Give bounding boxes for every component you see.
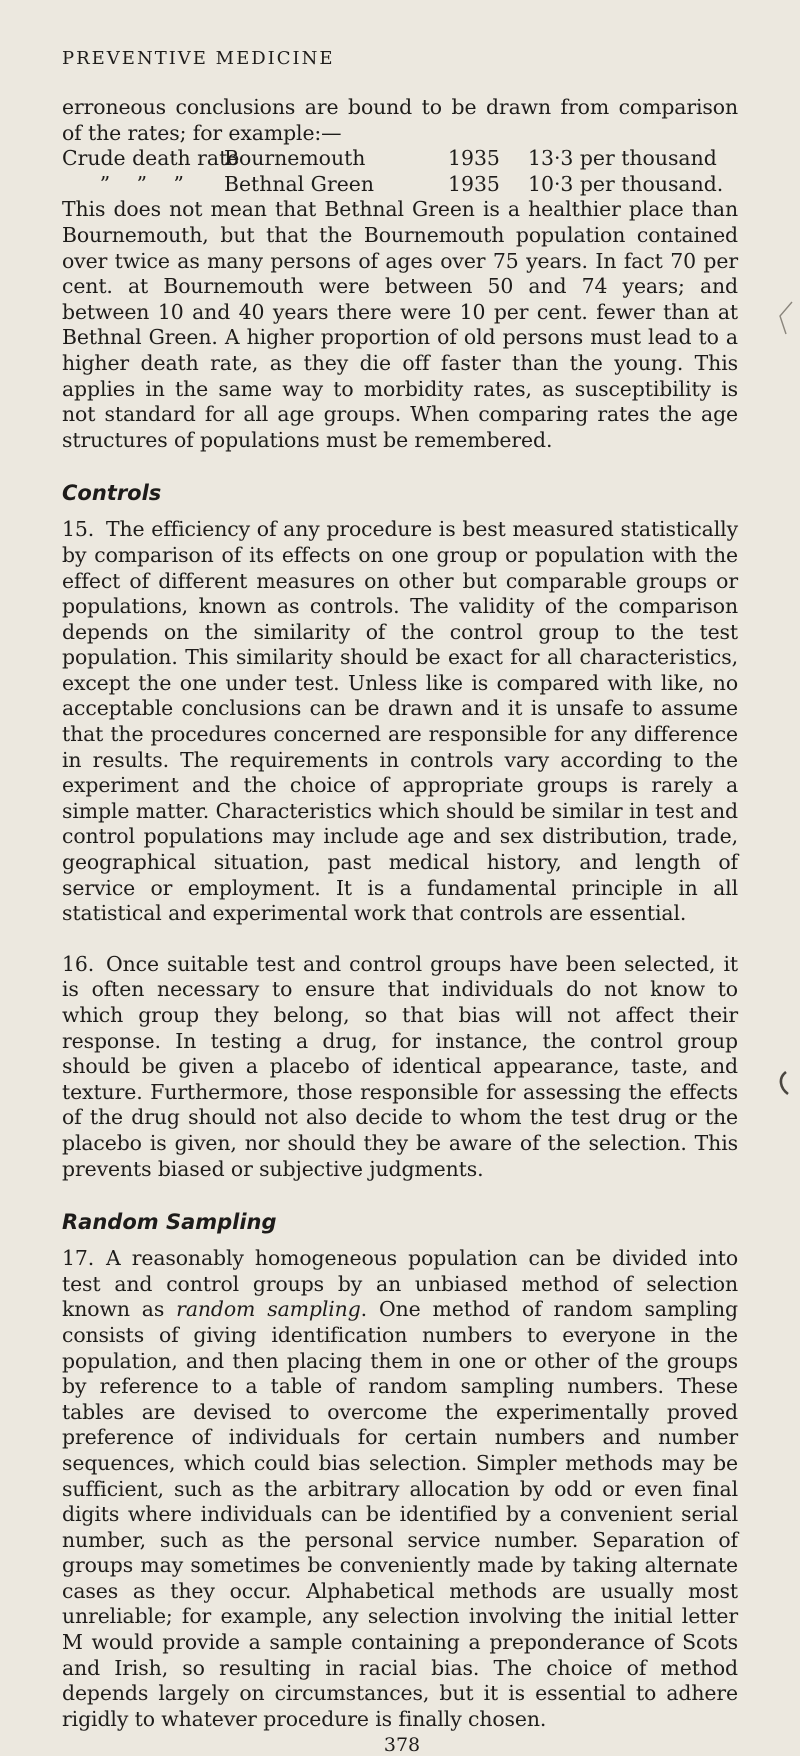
paragraph-text: A reasonably homogeneous population can be divided into test and control groups by an unbiased method of selection known as [62, 1246, 738, 1322]
rate-row [62, 172, 738, 198]
running-head: PREVENTIVE MEDICINE [62, 48, 335, 69]
paragraph-number: 17. [62, 1246, 95, 1271]
page-number: 378 [383, 1734, 421, 1756]
margin-smudge-icon [776, 1070, 792, 1096]
rate-value: 10·3 per thousand. [528, 171, 724, 196]
rate-label: Crude death rate [62, 146, 240, 171]
paragraph-15 [62, 517, 738, 927]
rate-place: Bournemouth [224, 146, 366, 171]
section-heading-random-sampling: Random Sampling [62, 1210, 277, 1235]
paragraph-text: . One method of random sampling consists of giving identification numbers to everyone in the population, and then placing them in one or other of the groups by reference to a table of random sampling numbers. These tables are devised to overcome the experimentally proved preference of individuals for certain numbers and number sequences, which could bias selection. Simpler methods may be sufficient, such as the arbitrary allocation by odd or even final digits where individuals can be identified by a convenient serial number, such as the personal service number. Separation of groups may sometimes be conveniently made by taking alternate cases as they occur. Alphabetical methods are usually most unreliable; for example, any selection involving the initial letter M would provide a sample containing a preponderance of Scots and Irish, so resulting in racial bias. The choice of method depends largely on circumstances, but it is essential to adhere rigidly to whatever procedure is finally chosen. [62, 1297, 738, 1731]
paragraph-16 [62, 952, 738, 1182]
paragraph-age-structure: This does not mean that Bethnal Green is a healthier place than Bournemouth, but that the Bournemouth population contained over twice as many persons of ages over 75 years. In fact 70 per cent. at Bournemouth were between 50 and 74 years; and between 10 and 40 years there were 10 per cent. fewer than at Bethnal Green. A higher proportion of old persons must lead to a higher death rate, as they die off faster than the young. This applies in the same way to morbidity rates, as susceptibility is not standard for all age groups. When comparing rates the age structures of populations must be remembered. [62, 197, 738, 452]
emphasis-term: random sampling [176, 1297, 361, 1322]
rate-year: 1935 [448, 146, 500, 171]
margin-smudge-icon [772, 300, 796, 340]
paragraph-number: 16. [62, 951, 95, 976]
rates-table [62, 146, 738, 197]
rate-place: Bethnal Green [224, 171, 374, 196]
rate-value: 13·3 per thousand [528, 146, 717, 171]
rate-label-ditto: ” ” ” [99, 171, 194, 196]
paragraph-text: The efficiency of any procedure is best measured statistically by comparison of its effects on one group or population with the effect of different measures on other but comparable groups or populations, known as controls. The validity of the comparison depends on the similarity of the control group to the test population. This similarity should be exact for all characteristics, except the one under test. Unless like is compared with like, no acceptable conclusions can be drawn and it is unsafe to assume that the procedures concerned are responsible for any difference in results. The requirements in controls vary according to the experiment and the choice of appropriate groups is rarely a simple matter. Characteristics which should be similar in test and control populations may include age and sex distribution, trade, geographical situation, past medical history, and length of service or employment. It is a fundamental principle in all statistical and experimental work that controls are essential. [62, 517, 738, 926]
rate-year: 1935 [448, 171, 500, 196]
paragraph-number: 15. [62, 517, 95, 542]
paragraph-text: Once suitable test and control groups have been selected, it is often necessary to ensure that individuals do not know to which group they belong, so that bias will not affect their response. In testing a drug, for instance, the control group should be given a placebo of identical appearance, taste, and texture. Furthermore, those responsible for assessing the effects of the drug should not also decide to whom the test drug or the placebo is given, nor should they be aware of the selection. This prevents biased or subjective judgments. [62, 951, 738, 1181]
intro-text: erroneous conclusions are bound to be drawn from comparison of the rates; for example:— [62, 95, 738, 145]
paragraph-17 [62, 1246, 738, 1732]
section-heading-controls: Controls [62, 481, 162, 506]
rate-row [62, 146, 738, 172]
